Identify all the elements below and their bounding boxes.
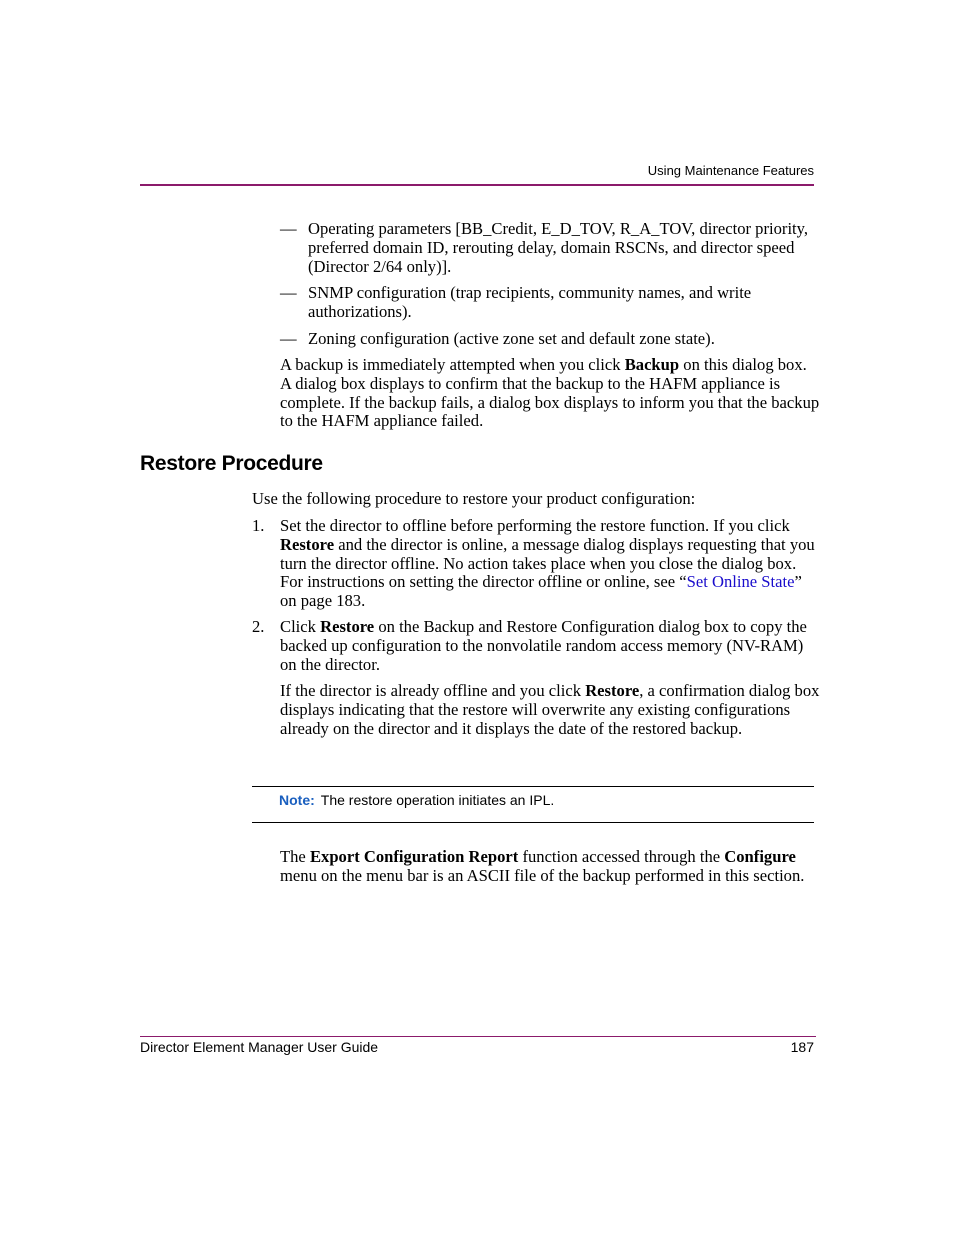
text-run: function accessed through the <box>518 847 725 866</box>
step-number: 2. <box>252 617 265 636</box>
header-rule <box>140 184 814 186</box>
text-run: A backup is immediately attempted when you click <box>280 355 625 374</box>
bold-term: Configure <box>724 847 796 866</box>
page-number: 187 <box>790 1039 814 1055</box>
note-box <box>279 792 554 808</box>
list-item-text: Operating parameters [BB_Credit, E_D_TOV, R_A_TOV, director priority, preferred domain ID, rerouting delay, domain RSCNs, and director speed (Director 2/64 only)]. <box>308 219 809 276</box>
text-run: The <box>280 847 310 866</box>
note-text: The restore operation initiates an IPL. <box>320 792 555 808</box>
backup-paragraph <box>280 356 820 431</box>
text-run: , a confirmation dialog box displays indicating that the restore will overwrite any existing configurations already on the director and it displays the date of the restored backup. <box>280 681 820 738</box>
bold-term: Backup <box>624 355 680 374</box>
running-header: Using Maintenance Features <box>647 163 814 178</box>
list-item-text: Zoning configuration (active zone set and default zone state). <box>308 329 715 348</box>
text-run: on this dialog box. A dialog box displays to confirm that the backup to the HAFM appliance is complete. If the backup fails, a dialog box displays to inform you that the backup to the HAFM appliance failed. <box>280 355 820 431</box>
bold-term: Restore <box>585 681 640 700</box>
text-run: and the director is online, a message dialog displays requesting that you turn the director offline. No action takes place when you close the dialog box. For instructions on setting the director offline or online, see “ <box>280 534 815 592</box>
text-run: ” on page 183. <box>280 572 802 611</box>
bold-term: Restore <box>320 617 375 636</box>
note-top-rule <box>252 786 814 787</box>
export-paragraph <box>280 848 820 886</box>
step2-followup-paragraph <box>280 682 820 738</box>
step-text <box>280 517 820 611</box>
text-run: on the Backup and Restore Configuration dialog box to copy the backed up configuration to the nonvolatile random access memory (NV-RAM) on the director. <box>280 617 807 674</box>
text-run: menu on the menu bar is an ASCII file of the backup performed in this section. <box>280 865 805 885</box>
note-bottom-rule <box>252 822 814 823</box>
bold-term: Restore <box>280 534 335 554</box>
text-run: If the director is already offline and you click <box>280 681 586 700</box>
set-online-state-link[interactable]: Set Online State <box>686 572 795 592</box>
note-label: Note: <box>279 792 315 808</box>
text-run: Set the director to offline before performing the restore function. If you click <box>280 516 790 535</box>
step-text <box>280 618 820 674</box>
dash-marker: — <box>280 283 297 302</box>
intro-paragraph: Use the following procedure to restore your product configuration: <box>252 489 696 508</box>
footer-title: Director Element Manager User Guide <box>140 1039 379 1055</box>
list-item-text: SNMP configuration (trap recipients, community names, and write authorizations). <box>308 283 752 321</box>
dash-marker: — <box>280 219 297 238</box>
text-run: Click <box>280 617 321 636</box>
step-number: 1. <box>252 516 265 535</box>
footer-rule <box>140 1036 816 1037</box>
bold-term: Export Configuration Report <box>309 847 519 866</box>
dash-marker: — <box>280 329 297 348</box>
section-heading: Restore Procedure <box>140 452 323 475</box>
